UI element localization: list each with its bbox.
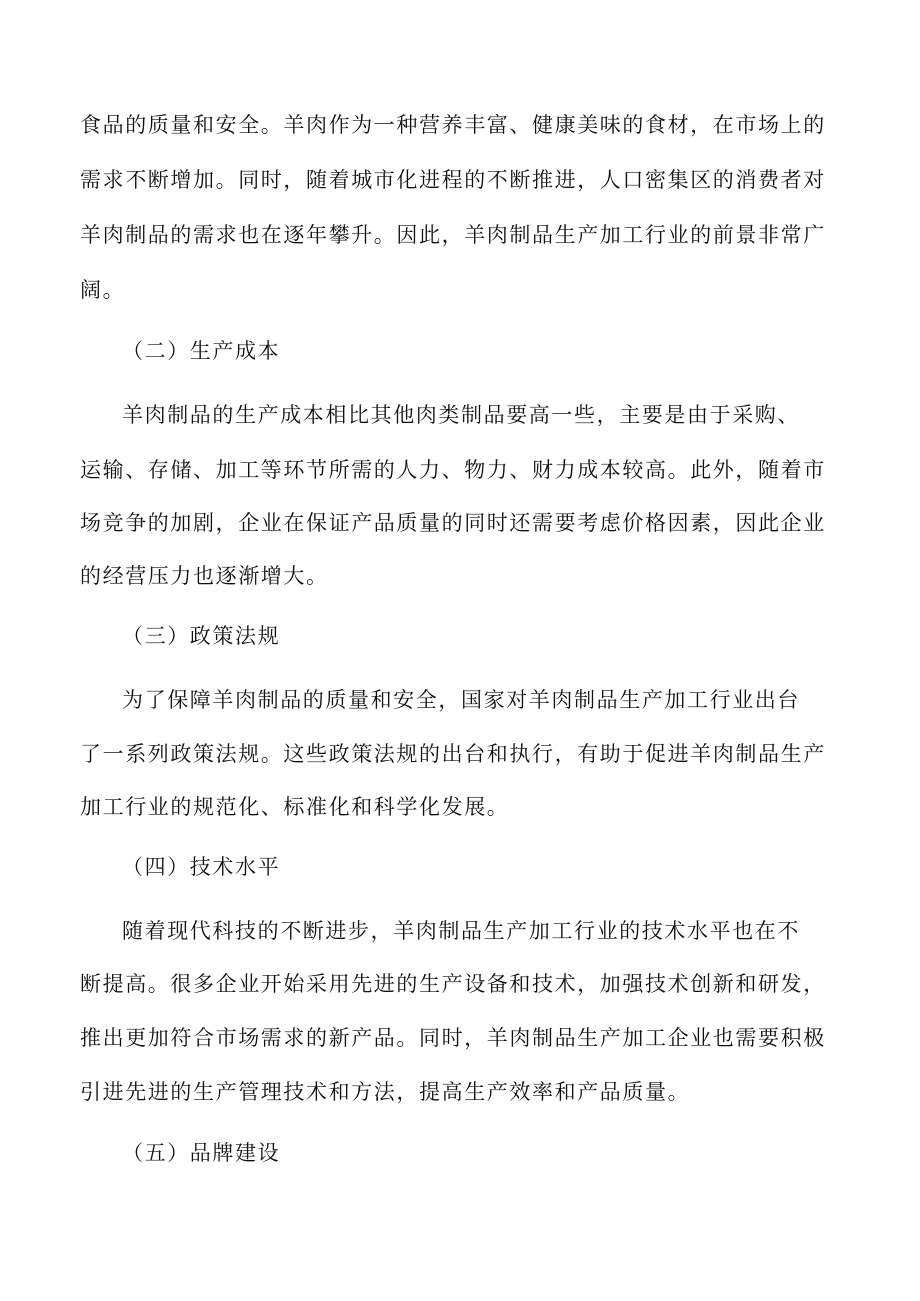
paragraph-line: 推出更加符合市场需求的新产品。同时，羊肉制品生产加工企业也需要积极 [80, 1026, 826, 1050]
paragraph-line: 阔。 [80, 278, 126, 302]
paragraph-line: 场竞争的加剧，企业在保证产品质量的同时还需要考虑价格因素，因此企业 [80, 511, 826, 535]
paragraph-line: 运输、存储、加工等环节所需的人力、物力、财力成本较高。此外，随着市 [80, 458, 826, 482]
section-heading-brand-building: （五）品牌建设 [122, 1141, 281, 1165]
paragraph-line: 食品的质量和安全。羊肉作为一种营养丰富、健康美味的食材，在市场上的 [80, 113, 826, 137]
paragraph-line: 需求不断增加。同时，随着城市化进程的不断推进，人口密集区的消费者对 [80, 168, 826, 192]
paragraph-line: 羊肉制品的生产成本相比其他肉类制品要高一些，主要是由于采购、 [122, 403, 800, 427]
paragraph-line: 断提高。很多企业开始采用先进的生产设备和技术，加强技术创新和研发， [80, 972, 826, 996]
paragraph-line: 的经营压力也逐渐增大。 [80, 564, 329, 588]
paragraph-line: 随着现代科技的不断进步，羊肉制品生产加工行业的技术水平也在不 [122, 919, 800, 943]
paragraph-line: 了一系列政策法规。这些政策法规的出台和执行，有助于促进羊肉制品生产 [80, 742, 826, 766]
section-heading-technology-level: （四）技术水平 [122, 855, 281, 879]
section-heading-policy-regulations: （三）政策法规 [122, 624, 281, 648]
paragraph-line: 引进先进的生产管理技术和方法，提高生产效率和产品质量。 [80, 1080, 691, 1104]
paragraph-line: 为了保障羊肉制品的质量和安全，国家对羊肉制品生产加工行业出台 [122, 688, 800, 712]
paragraph-line: 羊肉制品的需求也在逐年攀升。因此，羊肉制品生产加工行业的前景非常广 [80, 223, 826, 247]
paragraph-line: 加工行业的规范化、标准化和科学化发展。 [80, 795, 510, 819]
section-heading-production-cost: （二）生产成本 [122, 339, 281, 363]
